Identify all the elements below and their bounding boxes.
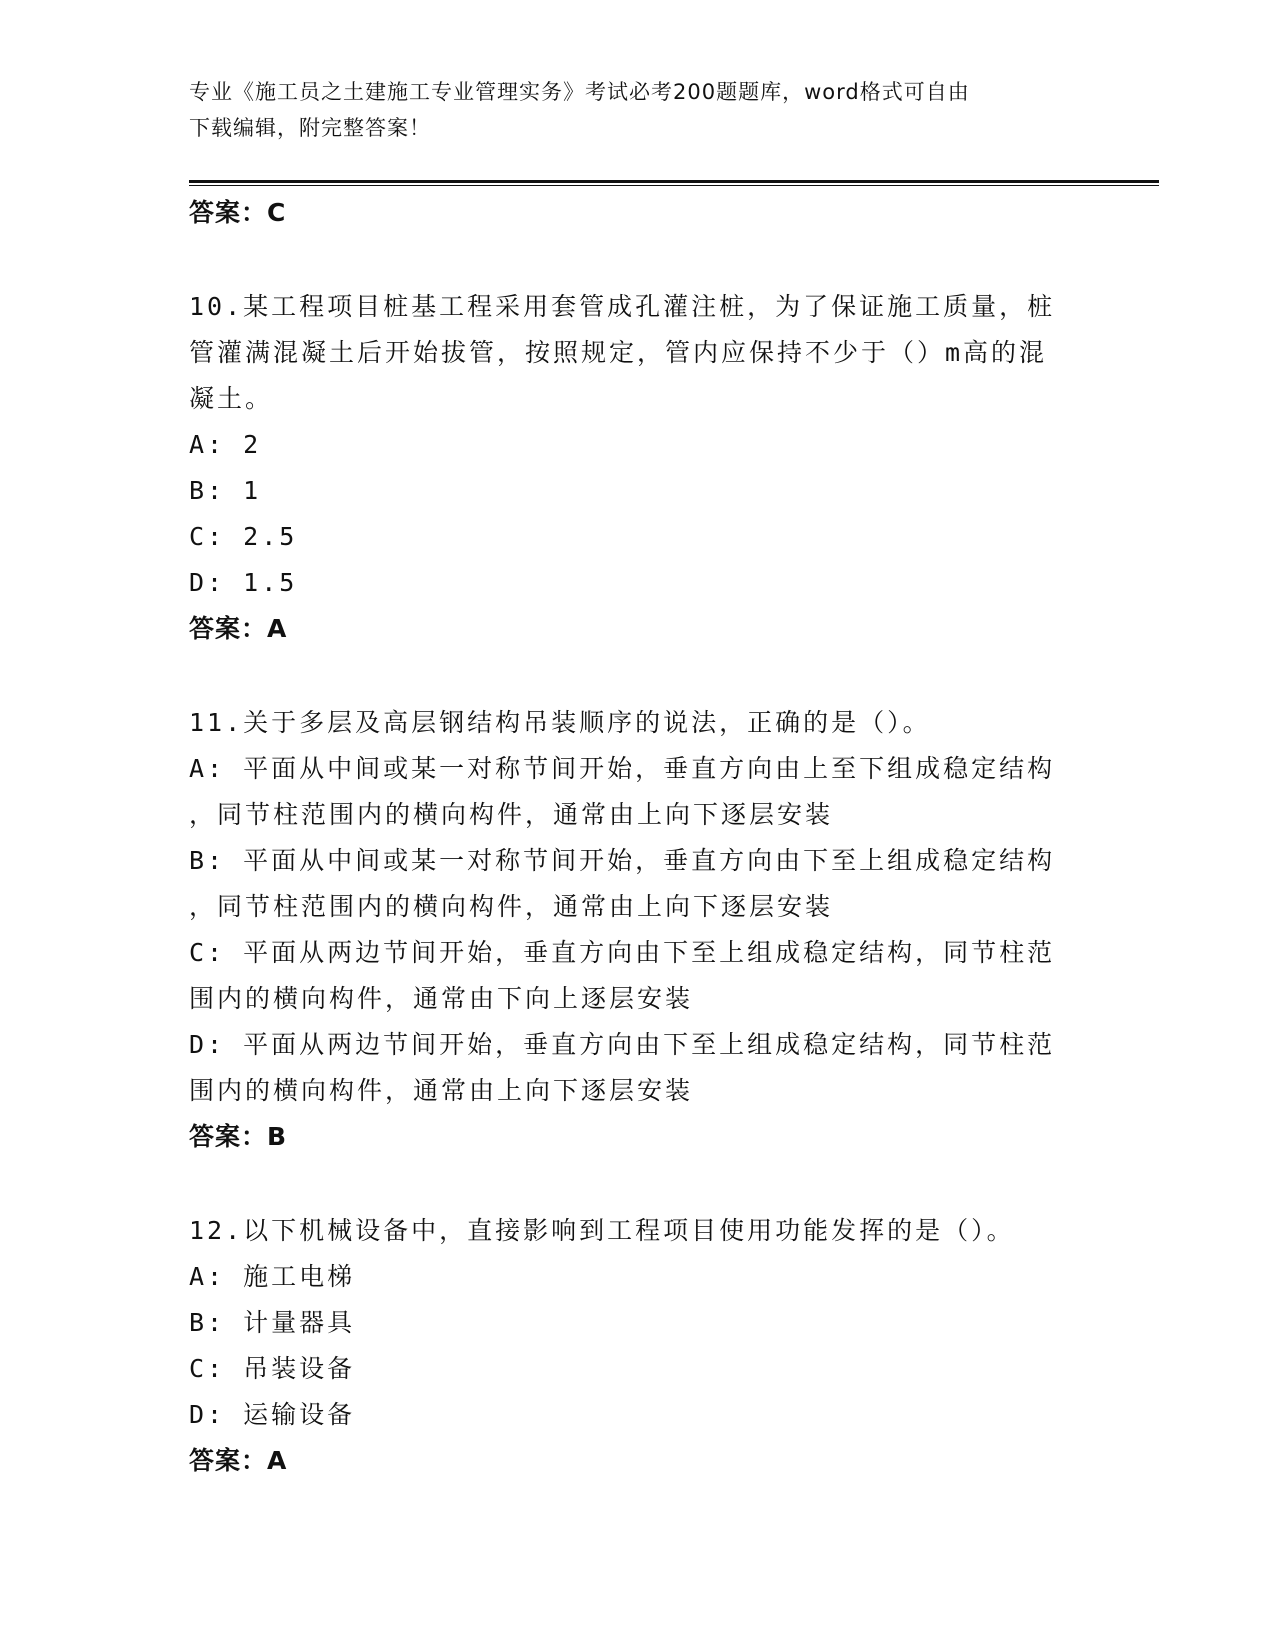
spacer [189,652,1089,700]
question-11-answer: 答案：B [189,1122,288,1151]
question-12-option-b: B: 计量器具 [189,1308,356,1337]
previous-answer: 答案：C [189,198,287,227]
spacer [189,236,1089,284]
question-10-text-line-1: 10.某工程项目桩基工程采用套管成孔灌注桩，为了保证施工质量，桩 [189,292,1056,321]
question-12-option-c: C: 吊装设备 [189,1354,356,1383]
question-10-option-c: C: 2.5 [189,522,298,551]
question-10-text-line-2: 管灌满混凝土后开始拔管，按照规定，管内应保持不少于（）m高的混 [189,338,1048,367]
question-10-answer: 答案：A [189,614,288,643]
header-line-1: 专业《施工员之土建施工专业管理实务》考试必考200题题库，word格式可自由 [189,80,970,104]
question-11 [189,700,1089,1160]
question-11-text: 11.关于多层及高层钢结构吊装顺序的说法，正确的是（）。 [189,708,931,737]
question-10-text-line-3: 凝土。 [189,384,274,413]
question-11-option-a-line-2: ，同节柱范围内的横向构件，通常由上向下逐层安装 [189,800,834,829]
question-10-option-d: D: 1.5 [189,568,298,597]
header-divider-thick [189,180,1159,183]
question-11-option-d-line-2: 围内的横向构件，通常由上向下逐层安装 [189,1076,694,1105]
question-11-option-b-line-2: ，同节柱范围内的横向构件，通常由上向下逐层安装 [189,892,834,921]
document-header [189,74,1089,146]
question-11-option-c-line-1: C: 平面从两边节间开始，垂直方向由下至上组成稳定结构，同节柱范 [189,938,1056,967]
question-10-option-a: A: 2 [189,430,262,459]
question-10 [189,284,1089,652]
questions-body [189,190,1089,1484]
question-12-answer: 答案：A [189,1446,288,1475]
spacer [189,1160,1089,1208]
question-12-text: 12.以下机械设备中，直接影响到工程项目使用功能发挥的是（）。 [189,1216,1015,1245]
question-12-option-a: A: 施工电梯 [189,1262,356,1291]
question-12 [189,1208,1089,1484]
question-11-option-a-line-1: A: 平面从中间或某一对称节间开始，垂直方向由上至下组成稳定结构 [189,754,1056,783]
header-line-2: 下载编辑，附完整答案！ [189,116,431,140]
header-divider-thin [189,185,1159,186]
question-12-option-d: D: 运输设备 [189,1400,356,1429]
question-11-option-d-line-1: D: 平面从两边节间开始，垂直方向由下至上组成稳定结构，同节柱范 [189,1030,1056,1059]
question-10-option-b: B: 1 [189,476,262,505]
question-11-option-b-line-1: B: 平面从中间或某一对称节间开始，垂直方向由下至上组成稳定结构 [189,846,1056,875]
question-11-option-c-line-2: 围内的横向构件，通常由下向上逐层安装 [189,984,694,1013]
